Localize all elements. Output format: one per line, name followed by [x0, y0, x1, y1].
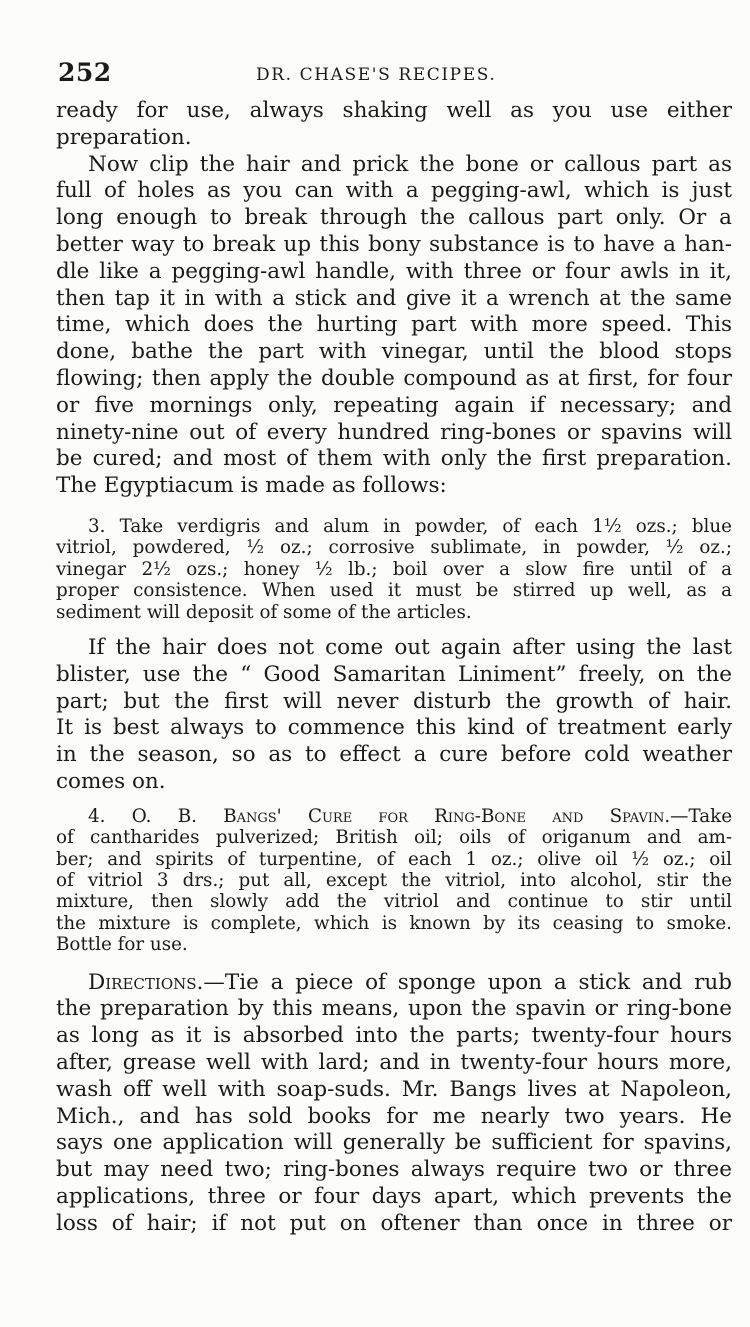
text-line: of cantharides pulverized; British oil; oils of origanum and am- — [56, 827, 732, 849]
recipe-3 — [56, 516, 732, 623]
text-line: as long as it is absorbed into the parts; twenty-four hours — [56, 1023, 732, 1049]
running-title: DR. CHASE'S RECIPES. — [256, 65, 497, 85]
text-line: ready for use, always shaking well as you use either preparation. — [56, 98, 732, 150]
text-line: vinegar 2½ ozs.; honey ½ lb.; boil over a slow fire until of a — [56, 558, 732, 580]
running-head — [56, 58, 732, 98]
text-line: loss of hair; if not put on oftener than once in three or — [56, 1210, 732, 1236]
text-line: mixture, then slowly add the vitriol and continue to stir until — [56, 891, 732, 913]
text-line: in the season, so as to effect a cure before cold weather — [56, 742, 732, 768]
text-line: blister, use the “ Good Samaritan Liniment” freely, on the — [56, 661, 732, 687]
text-line: part; but the first will never disturb the growth of hair. — [56, 688, 732, 714]
text-line: comes on. — [56, 768, 166, 794]
text-line: flowing; then apply the double compound as at first, for four — [56, 365, 732, 391]
text-line: then tap it in with a stick and give it a wrench at the same — [56, 285, 732, 311]
text-line: Mich., and has sold books for me nearly two years. He — [56, 1103, 732, 1129]
text-line: ninety-nine out of every hundred ring-bones or spavins will — [56, 419, 732, 445]
text-line: but may need two; ring-bones always require two or three — [56, 1157, 732, 1183]
recipe-4-heading-line — [56, 806, 732, 827]
text-line: after, grease well with lard; and in twenty-four hours more, — [56, 1050, 732, 1075]
directions-heading: Directions. — [88, 969, 204, 995]
text-line: applications, three or four days apart, which prevents the — [56, 1183, 732, 1209]
text-line: The Egyptiacum is made as follows: — [56, 473, 447, 499]
directions-section — [56, 970, 732, 1238]
text-line: the preparation by this means, upon the spavin or ring-bone — [56, 996, 732, 1022]
directions-first-text: —Tie a piece of sponge upon a stick and rub — [203, 969, 732, 995]
text-line: It is best always to commence this kind of treatment early — [56, 715, 732, 741]
text-line: the mixture is complete, which is known by its ceasing to smoke. — [56, 912, 732, 934]
text-line: of vitriol 3 drs.; put all, except the vitriol, into alcohol, stir the — [56, 869, 732, 891]
text-line: dle like a pegging-awl handle, with three or four awls in it, — [56, 258, 732, 284]
page-number: 252 — [58, 58, 112, 87]
text-line: Now clip the hair and prick the bone or callous part as — [88, 151, 732, 177]
text-line: sediment will deposit of some of the articles. — [56, 601, 472, 623]
recipe-4-first-text: —Take — [670, 805, 733, 827]
recipe-title: O. B. Bangs' Cure for Ring-Bone and Spavin. — [131, 805, 671, 827]
text-line: or five mornings only, repeating again if necessary; and — [56, 392, 732, 418]
section-hair — [56, 635, 732, 796]
text-line: If the hair does not come out again after using the last — [88, 634, 732, 660]
text-line: says one application will generally be sufficient for spavins, — [56, 1130, 732, 1156]
text-line: 3. Take verdigris and alum in powder, of each 1½ ozs.; blue — [88, 515, 732, 537]
text-line: full of holes as you can with a pegging-awl, which is just — [56, 178, 732, 204]
recipe-number: 4. — [88, 805, 106, 827]
text-line: be cured; and most of them with only the first preparation. — [56, 446, 732, 472]
text-line: long enough to break through the callous part only. Or a — [56, 205, 732, 231]
text-line: time, which does the hurting part with more speed. This — [56, 312, 732, 338]
body-text — [56, 98, 732, 1238]
text-line: better way to break up this bony substance is to have a han- — [56, 231, 732, 257]
text-line: wash off well with soap-suds. Mr. Bangs lives at Napoleon, — [56, 1076, 732, 1102]
text-line: ber; and spirits of turpentine, of each 1 oz.; olive oil ½ oz.; oil — [56, 848, 732, 870]
text-line: done, bathe the part with vinegar, until the blood stops — [56, 339, 732, 365]
directions-heading-line — [56, 970, 732, 997]
section-continuation — [56, 98, 732, 500]
text-line: Bottle for use. — [56, 934, 188, 956]
recipe-4 — [56, 806, 732, 956]
text-line: vitriol, powdered, ½ oz.; corrosive sublimate, in powder, ½ oz.; — [56, 537, 732, 559]
text-line: proper consistence. When used it must be stirred up well, as a — [56, 580, 732, 602]
